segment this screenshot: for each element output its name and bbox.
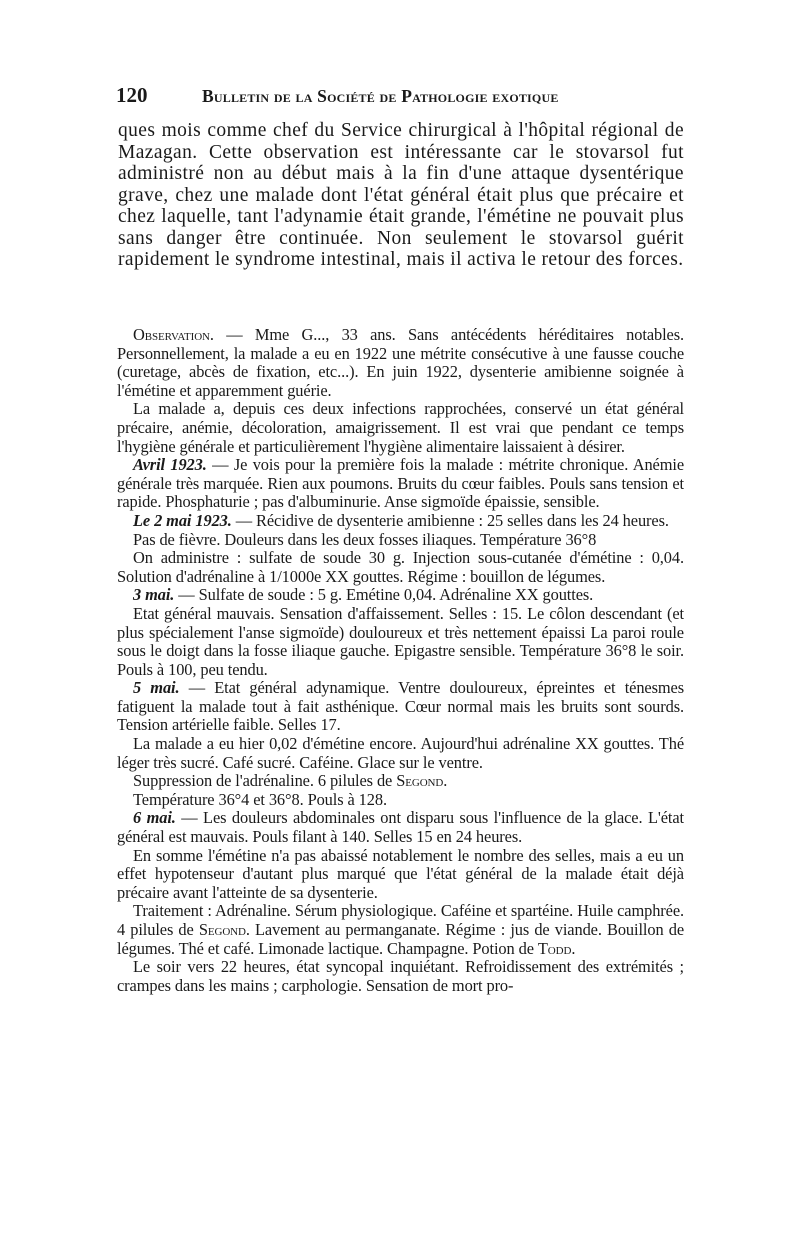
page-header xyxy=(116,83,684,109)
name-segond: Segond xyxy=(198,920,246,939)
observation-paragraph-10: La malade a eu hier 0,02 d'émétine encore. Aujourd'hui adrénaline XX gouttes. Thé léger très sucré. Café sucré. Caféine. Glace sur le ventre. xyxy=(117,734,684,772)
observation-paragraph-8: Etat général mauvais. Sensation d'affaissement. Selles : 15. Le côlon descendant (et plus spécialement l'anse sigmoïde) douloureux et très nettement épaissi La paroi roule sous le doigt dans la fosse iliaque gauche. Epigastre sensible. Température 36°8 le soir. Pouls à 100, peu tendu. xyxy=(117,603,684,679)
observation-paragraph-9 xyxy=(117,679,684,735)
observation-paragraph-7 xyxy=(117,586,684,605)
observation-p15-text: Traitement : Adrénaline. Sérum physiologique. Caféine et spartéine. Huile camphrée. 4 pilules de xyxy=(117,901,684,939)
observation-paragraph-4 xyxy=(117,512,684,531)
date-3-mai: 3 mai. xyxy=(133,585,175,605)
observation-p4-text: — Récidive de dysenterie amibienne : 25 selles dans les 24 heures. xyxy=(231,510,669,530)
observation-paragraph-12: Température 36°4 et 36°8. Pouls à 128. xyxy=(133,789,387,809)
observation-paragraph-2: La malade a, depuis ces deux infections rapprochées, conservé un état général précaire, anémie, décoloration, amaigrissement. Il est vrai que pendant ce temps l'hygiène générale et particulièrement l'hygiène alimentaire laissaient à désirer. xyxy=(117,399,684,456)
observation-p15-end: . xyxy=(571,938,576,958)
observation-paragraph-1 xyxy=(117,326,684,400)
observation-paragraph-14: En somme l'émétine n'a pas abaissé notablement le nombre des selles, mais a eu un effet hypotenseur d'autant plus marqué que l'état général de la malade était déjà précaire avant l'atteinte de sa dysenterie. xyxy=(117,845,684,902)
observation-p11-end: . xyxy=(443,771,448,791)
name-segond: Segond xyxy=(396,771,444,791)
observation-p15-mid: . Lavement au permanganate. Régime : jus de viande. Bouillon de légumes. Thé et café. Limonade lactique. Champagne. Potion de xyxy=(117,920,684,958)
date-6-mai: 6 mai. xyxy=(133,808,176,828)
observation-paragraph-5: Pas de fièvre. Douleurs dans les deux fosses iliaques. Température 36°8 xyxy=(133,529,597,549)
observation-section xyxy=(117,326,684,995)
date-avril-1923: Avril 1923. xyxy=(133,455,207,475)
date-2-mai-1923: Le 2 mai 1923. xyxy=(133,510,232,530)
page-number: 120 xyxy=(116,83,148,107)
intro-paragraph-block xyxy=(118,120,684,271)
observation-p11-text: Suppression de l'adrénaline. 6 pilules de xyxy=(133,771,397,791)
observation-paragraph-6: On administre : sulfate de soude 30 g. Injection sous-cutanée d'émétine : 0,04. Solution d'adrénaline à 1/1000e XX gouttes. Régime : bouillon de légumes. xyxy=(117,548,684,586)
observation-p7-text: — Sulfate de soude : 5 g. Emétine 0,04. Adrénaline XX gouttes. xyxy=(174,585,594,605)
date-5-mai: 5 mai. xyxy=(133,678,180,698)
observation-paragraph-13 xyxy=(117,809,684,846)
observation-paragraph-16: Le soir vers 22 heures, état syncopal inquiétant. Refroidissement des extrémités ; crampes dans les mains ; carphologie. Sensation de mort pro- xyxy=(117,957,684,995)
observation-p3-text: — Je vois pour la première fois la malade : métrite chronique. Anémie générale très marquée. Rien aux poumons. Bruits du cœur faibles. Pouls sans tension et rapide. Phosphaturie ; pas d'albuminurie. Anse sigmoïde épaissie, sensible. xyxy=(117,455,685,512)
observation-heading: Observation. xyxy=(133,325,214,344)
observation-p13-text: — Les douleurs abdominales ont disparu sous l'influence de la glace. L'état général est mauvais. Pouls filant à 140. Selles 15 en 24 heures. xyxy=(117,808,684,847)
name-todd: Todd xyxy=(537,938,572,958)
running-title: Bulletin de la Société de Pathologie exotique xyxy=(202,86,559,106)
observation-paragraph-15 xyxy=(117,902,684,958)
observation-paragraph-11 xyxy=(117,772,684,791)
observation-p1-text: — Mme G..., 33 ans. Sans antécédents héréditaires notables. Personnellement, la malade a eu en 1922 une métrite consécutive à une fausse couche (curetage, abcès de fixation, etc...). En juin 1922, dysenterie amibienne soignée à l'émétine et apparemment guérie. xyxy=(117,325,684,400)
observation-p9-text: — Etat général adynamique. Ventre douloureux, épreintes et ténesmes fatiguent la malade tout à fait asthénique. Cœur normal mais les bruits sont sourds. Tension artérielle faible. Selles 17. xyxy=(117,678,684,735)
intro-paragraph: ques mois comme chef du Service chirurgical à l'hôpital régional de Mazagan. Cette observation est intéressante car le stovarsol fut administré non au début mais à la fin d'une attaque dysentérique grave, chez une malade dont l'état général était plus que précaire et chez laquelle, tant l'adynamie était grande, l'émétine ne pouvait plus sans danger être continuée. Non seulement le stovarsol guérit rapidement le syndrome intestinal, mais il activa le retour des forces. xyxy=(118,120,684,270)
observation-paragraph-3 xyxy=(117,456,684,512)
